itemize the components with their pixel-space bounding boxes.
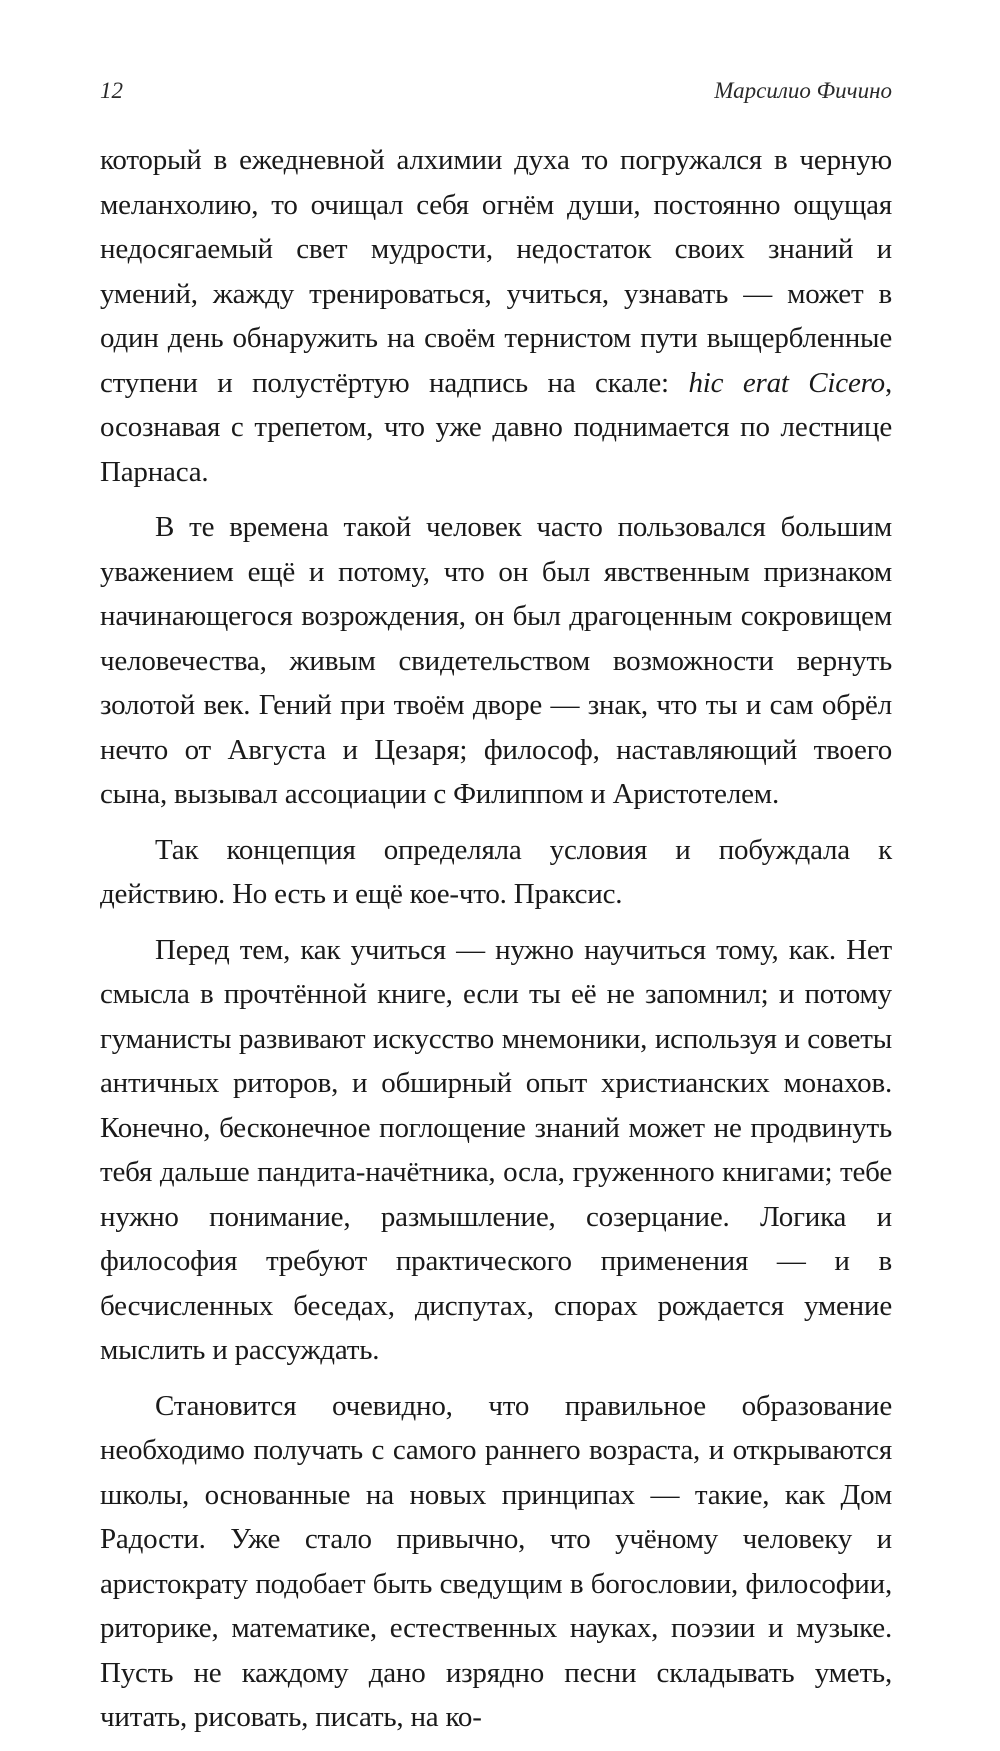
running-head xyxy=(100,78,892,112)
page-number: 12 xyxy=(100,78,123,103)
latin-quote: hic erat Cicero xyxy=(688,366,885,399)
paragraph-1 xyxy=(100,138,892,494)
paragraph-1-text-start: который в ежедневной алхимии духа то погружался в черную меланхолию, то очищал себя огнём души, постоянно ощущая недосягаемый свет мудрости, недостаток своих знаний и умений, жажду тренироваться, учиться, узнавать — может в один день обнаружить на своём тернистом пути выщербленные ступени и полустёртую надпись на скале: xyxy=(100,144,892,399)
paragraph-2: В те времена такой человек часто пользовался большим уважением ещё и потому, что он был явственным признаком начинающегося возрождения, он был драгоценным сокровищем человечества, живым свидетельством возможности вернуть золотой век. Гений при твоём дворе — знак, что ты и сам обрёл нечто от Августа и Цезаря; философ, наставляющий твоего сына, вызывал ассоциации с Филиппом и Аристотелем. xyxy=(100,511,892,810)
paragraph-5: Становится очевидно, что правильное образование необходимо получать с самого раннего возраста, и открываются школы, основанные на новых принципах — такие, как Дом Радости. Уже стало привычно, что учёному человеку и аристократу подобает быть сведущим в богословии, философии, риторике, математике, естественных науках, поэзии и музыке. Пусть не каждому дано изрядно песни складывать уметь, читать, рисовать, писать, на ко- xyxy=(100,1389,892,1733)
paragraph-1-text-end: , осознавая с трепетом, что уже давно поднимается по лестнице Парнаса. xyxy=(100,366,892,488)
paragraph-4: Перед тем, как учиться — нужно научиться тому, как. Нет смысла в прочтённой книге, если ты её не запомнил; и потому гуманисты развивают искусство мнемоники, используя и советы античных риторов, и обширный опыт христианских монахов. Конечно, бесконечное поглощение знаний может не продвинуть тебя дальше пандита-начётника, осла, груженного книгами; тебе нужно понимание, размышление, созерцание. Логика и философия требуют практического применения — и в бесчисленных беседах, диспутах, спорах рождается умение мыслить и рассуждать. xyxy=(100,933,892,1366)
running-title: Марсилио Фичино xyxy=(714,78,892,103)
body-text xyxy=(100,138,892,1751)
paragraph-3: Так концепция определяла условия и побуждала к действию. Но есть и ещё кое-что. Праксис. xyxy=(100,833,892,910)
